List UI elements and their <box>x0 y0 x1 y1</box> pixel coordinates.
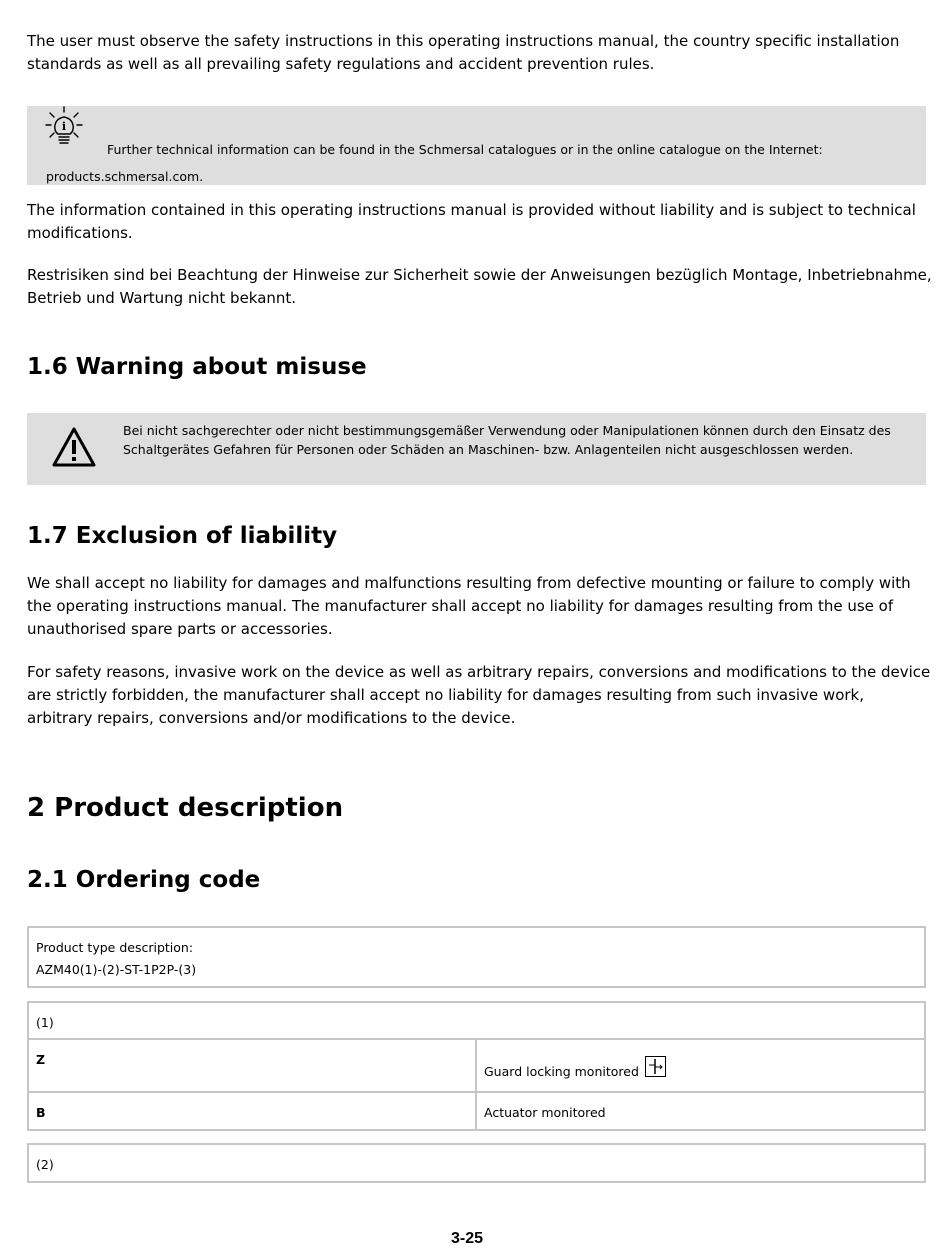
product-type-code: AZM40(1)-(2)-ST-1P2P-(3) <box>36 962 197 977</box>
table-column-divider <box>475 1038 477 1130</box>
svg-text:i: i <box>61 120 67 133</box>
exclusion-paragraph-2: For safety reasons, invasive work on the device as well as arbitrary repairs, conversions and modifications to the device are strictly forbidden, the manufacturer shall accept no liability for damages resulting from such invasive work, arbitrary repairs, conversions and/or modifications to the device. <box>27 663 931 727</box>
lightbulb-info-icon <box>45 106 83 146</box>
guard-locking-icon <box>645 1056 666 1077</box>
chapter-heading-2: 2 Product description <box>27 793 344 823</box>
exclusion-paragraph-1: We shall accept no liability for damages and malfunctions resulting from defective mounting or failure to comply with the operating instructions manual. The manufacturer shall accept no liability for damages resulting from the use of unauthorised spare parts or accessories. <box>27 574 911 638</box>
info-text-line1: Further technical information can be found in the Schmersal catalogues or in the online catalogue on the Internet: <box>107 142 823 157</box>
warning-triangle-icon <box>51 425 97 469</box>
info-text-line2: products.schmersal.com. <box>46 169 204 184</box>
ordering-table-2 <box>27 1143 926 1183</box>
section-heading-2-1: 2.1 Ordering code <box>27 867 261 893</box>
product-type-label: Product type description: <box>36 940 194 955</box>
section-heading-1-6: 1.6 Warning about misuse <box>27 354 367 380</box>
warning-text: Bei nicht sachgerechter oder nicht bestimmungsgemäßer Verwendung oder Manipulationen können durch den Einsatz des Schaltgerätes Gefahren für Personen oder Schäden an Maschinen- bzw. Anlagenteilen nicht ausgeschlossen werden. <box>123 423 891 457</box>
table-row-description: Guard locking monitored <box>484 1064 639 1079</box>
table-row-description: Actuator monitored <box>484 1105 606 1120</box>
table-2-header: (2) <box>36 1157 54 1172</box>
residual-risk-paragraph: Restrisiken sind bei Beachtung der Hinweise zur Sicherheit sowie der Anweisungen bezüglich Montage, Inbetriebnahme, Betrieb und Wartung nicht bekannt. <box>27 266 932 307</box>
table-row-code: Z <box>36 1052 46 1067</box>
liability-paragraph: The information contained in this operating instructions manual is provided without liability and is subject to technical modifications. <box>27 201 916 242</box>
section-heading-1-7: 1.7 Exclusion of liability <box>27 523 338 549</box>
table-1-header: (1) <box>36 1015 54 1030</box>
page-number: 3-25 <box>450 1230 484 1247</box>
table-row-code: B <box>36 1105 46 1120</box>
intro-paragraph: The user must observe the safety instructions in this operating instructions manual, the country specific installation standards as well as all prevailing safety regulations and accident prevention rules. <box>27 32 900 73</box>
